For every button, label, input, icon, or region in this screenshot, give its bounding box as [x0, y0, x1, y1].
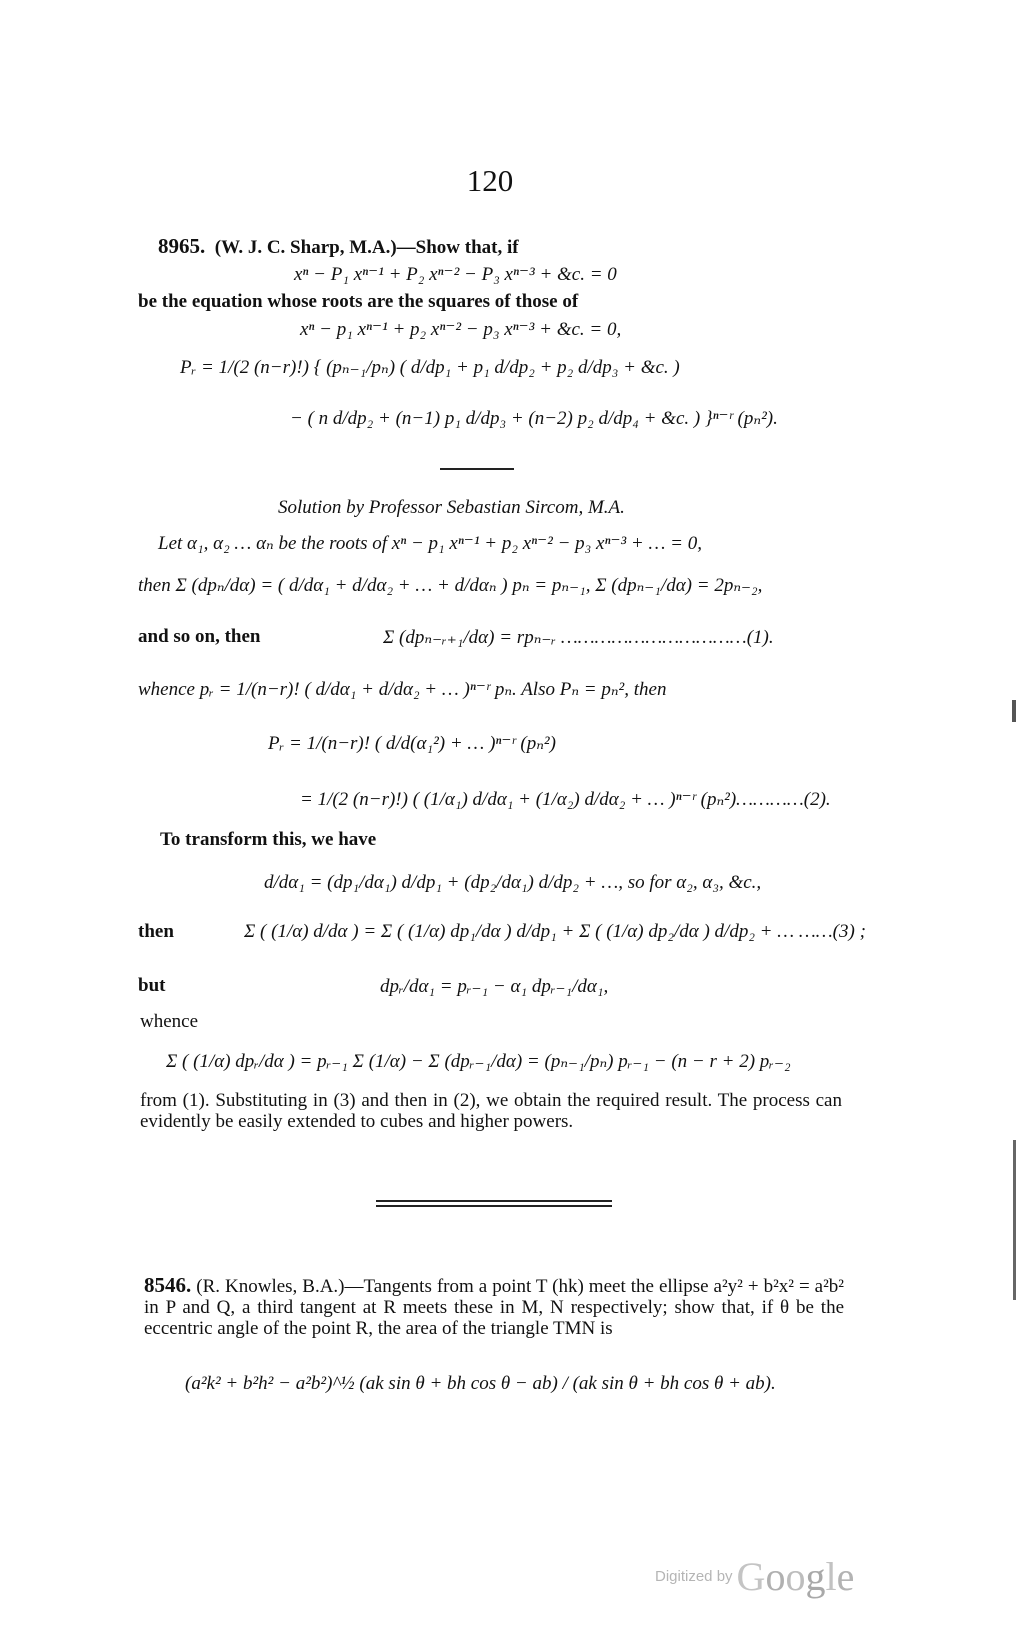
google-logo-letter: o: [785, 1554, 806, 1599]
google-logo: [737, 1554, 855, 1599]
double-rule-bottom: [376, 1205, 612, 1207]
watermark-prefix: Digitized by: [655, 1568, 733, 1585]
problem-8965-header: [158, 234, 519, 259]
solution-line: dpᵣ/dα₁ = pᵣ₋₁ − α₁ dpᵣ₋₁/dα₁,: [380, 976, 609, 997]
solution-line: Pᵣ = 1/(n−r)! ( d/d(α₁²) + … )ⁿ⁻ʳ (pₙ²): [268, 733, 556, 754]
page-number: 120: [466, 163, 514, 198]
equation-small-p: xⁿ − p₁ xⁿ⁻¹ + p₂ xⁿ⁻² − p₃ xⁿ⁻³ + &c. = 0,: [300, 319, 622, 340]
google-logo-letter: g: [805, 1554, 826, 1599]
solution-line: To transform this, we have: [160, 829, 377, 850]
solution-line: whence: [140, 1011, 199, 1032]
solution-heading: Solution by Professor Sebastian Sircom, M.A.: [278, 497, 625, 518]
digitized-by-google-watermark: [655, 1553, 854, 1600]
equation-pr-part1: Pᵣ = 1/(2 (n−r)!) { (pₙ₋₁/pₙ) ( d/dp₁ + p₁ d/dp₂ + p₂ d/dp₃ + &c. ): [180, 357, 680, 378]
equation-capital-p: xⁿ − P₁ xⁿ⁻¹ + P₂ xⁿ⁻² − P₃ xⁿ⁻³ + &c. = 0: [294, 264, 617, 285]
solution-line: d/dα₁ = (dp₁/dα₁) d/dp₁ + (dp₂/dα₁) d/dp₂ + …, so for α₂, α₃, &c.,: [264, 872, 762, 893]
google-logo-letter: e: [836, 1554, 855, 1599]
triangle-area-formula: (a²k² + b²h² − a²b²)^½ (ak sin θ + bh cos θ − ab) / (ak sin θ + bh cos θ + ab).: [185, 1373, 776, 1394]
solution-line: Σ ( (1/α) dpᵣ/dα ) = pᵣ₋₁ Σ (1/α) − Σ (dpᵣ₋₁/dα) = (pₙ₋₁/pₙ) pᵣ₋₁ − (n − r + 2) pᵣ₋₂: [166, 1051, 791, 1072]
problem-8546-paragraph: [144, 1275, 844, 1339]
section-divider: [440, 468, 514, 470]
equation-pr-part2: − ( n d/dp₂ + (n−1) p₁ d/dp₃ + (n−2) p₂ d/dp₄ + &c. ) }ⁿ⁻ʳ (pₙ²).: [290, 408, 778, 429]
solution-closing-paragraph: from (1). Substituting in (3) and then in (2), we obtain the required result. The process can evidently be easily extended to cubes and higher powers.: [140, 1090, 842, 1132]
solution-line: then: [138, 921, 174, 942]
scan-edge-mark: [1012, 700, 1016, 722]
problem-8546-text: (R. Knowles, B.A.)—Tangents from a point T (hk) meet the ellipse a²y² + b²x² = a²b² in P and Q, a third tangent at R meets these in M, N respectively; show that, if θ be the eccentric angle of the point R, the area of the triangle TMN is: [144, 1276, 844, 1339]
solution-line: Σ (dpₙ₋ᵣ₊₁/dα) = rpₙ₋ᵣ ……………………………(1).: [383, 627, 774, 648]
problem-author-line: (W. J. C. Sharp, M.A.)—Show that, if: [214, 237, 519, 258]
problem-text: be the equation whose roots are the squares of those of: [138, 291, 579, 312]
problem-number: 8546.: [144, 1273, 192, 1297]
google-logo-letter: l: [825, 1554, 837, 1599]
solution-line: Let α₁, α₂ … αₙ be the roots of xⁿ − p₁ xⁿ⁻¹ + p₂ xⁿ⁻² − p₃ xⁿ⁻³ + … = 0,: [158, 533, 702, 554]
problem-number: 8965.: [158, 234, 206, 258]
solution-line: Σ ( (1/α) d/dα ) = Σ ( (1/α) dp₁/dα ) d/dp₁ + Σ ( (1/α) dp₂/dα ) d/dp₂ + … ……(3) ;: [244, 921, 866, 942]
solution-line: then Σ (dpₙ/dα) = ( d/dα₁ + d/dα₂ + … + d/dαₙ ) pₙ = pₙ₋₁, Σ (dpₙ₋₁/dα) = 2pₙ₋₂,: [138, 575, 763, 596]
google-logo-letter: o: [765, 1554, 786, 1599]
solution-line: whence pᵣ = 1/(n−r)! ( d/dα₁ + d/dα₂ + … )ⁿ⁻ʳ pₙ. Also Pₙ = pₙ², then: [138, 679, 667, 700]
solution-line: = 1/(2 (n−r)!) ( (1/α₁) d/dα₁ + (1/α₂) d/dα₂ + … )ⁿ⁻ʳ (pₙ²)…………(2).: [300, 789, 831, 810]
double-rule-top: [376, 1200, 612, 1202]
google-logo-letter: G: [736, 1554, 766, 1599]
solution-line: and so on, then: [138, 626, 261, 647]
solution-line: but: [138, 975, 166, 996]
